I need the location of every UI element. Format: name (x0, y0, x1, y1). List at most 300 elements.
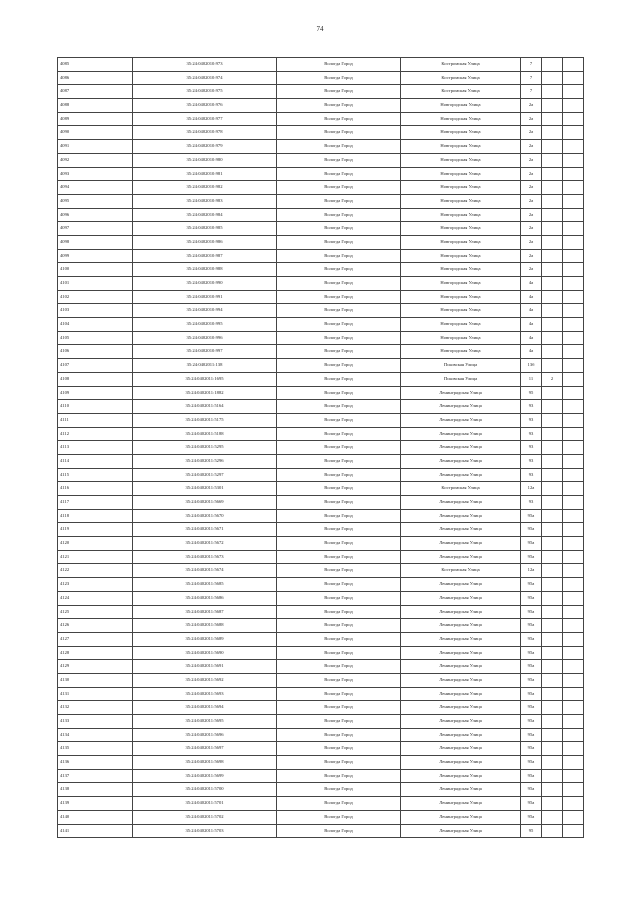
apartment-cell (542, 728, 563, 742)
table-row (58, 482, 584, 496)
row-number-cell: 4119 (58, 523, 133, 537)
city-cell: Вологда Город (277, 413, 401, 427)
apartment-cell (542, 441, 563, 455)
table-row (58, 578, 584, 592)
table-row (58, 468, 584, 482)
apartment-cell (542, 605, 563, 619)
extra-cell (563, 496, 584, 510)
row-number-cell: 4124 (58, 591, 133, 605)
house-number-cell: 2а (521, 112, 542, 126)
table-row (58, 496, 584, 510)
row-number-cell: 4133 (58, 715, 133, 729)
apartment-cell (542, 646, 563, 660)
extra-cell (563, 523, 584, 537)
city-cell: Вологда Город (277, 715, 401, 729)
cadastral-number-cell: 35:24:0402011:5687 (133, 605, 277, 619)
page-number: 74 (316, 25, 324, 33)
city-cell: Вологда Город (277, 181, 401, 195)
street-cell: Ленинградская Улица (401, 769, 521, 783)
apartment-cell (542, 263, 563, 277)
cadastral-number-cell: 35:24:0402011:5703 (133, 824, 277, 838)
cadastral-number-cell: 35:24:0402010:984 (133, 208, 277, 222)
table-row (58, 427, 584, 441)
city-cell: Вологда Город (277, 824, 401, 838)
table-row (58, 441, 584, 455)
extra-cell (563, 619, 584, 633)
city-cell: Вологда Город (277, 290, 401, 304)
extra-cell (563, 318, 584, 332)
registry-body (58, 58, 584, 838)
house-number-cell: 95а (521, 769, 542, 783)
row-number-cell: 4137 (58, 769, 133, 783)
street-cell: Новгородская Улица (401, 208, 521, 222)
cadastral-number-cell: 35:24:0402011:5295 (133, 441, 277, 455)
house-number-cell: 95а (521, 537, 542, 551)
row-number-cell: 4109 (58, 386, 133, 400)
row-number-cell: 4135 (58, 742, 133, 756)
table-row (58, 153, 584, 167)
city-cell: Вологда Город (277, 564, 401, 578)
row-number-cell: 4140 (58, 810, 133, 824)
apartment-cell (542, 427, 563, 441)
cadastral-number-cell: 35:24:0402010:997 (133, 345, 277, 359)
row-number-cell: 4138 (58, 783, 133, 797)
table-row (58, 742, 584, 756)
street-cell: Новгородская Улица (401, 126, 521, 140)
table-row (58, 372, 584, 386)
cadastral-number-cell: 35:24:0402011:5188 (133, 427, 277, 441)
house-number-cell: 95а (521, 550, 542, 564)
street-cell: Ленинградская Улица (401, 496, 521, 510)
extra-cell (563, 660, 584, 674)
street-cell: Новгородская Улица (401, 277, 521, 291)
city-cell: Вологда Город (277, 537, 401, 551)
row-number-cell: 4129 (58, 660, 133, 674)
extra-cell (563, 742, 584, 756)
table-row (58, 235, 584, 249)
extra-cell (563, 386, 584, 400)
row-number-cell: 4085 (58, 58, 133, 72)
city-cell: Вологда Город (277, 99, 401, 113)
street-cell: Ленинградская Улица (401, 550, 521, 564)
house-number-cell: 95а (521, 605, 542, 619)
row-number-cell: 4097 (58, 222, 133, 236)
row-number-cell: 4111 (58, 413, 133, 427)
house-number-cell: 95а (521, 687, 542, 701)
city-cell: Вологда Город (277, 58, 401, 72)
row-number-cell: 4121 (58, 550, 133, 564)
row-number-cell: 4141 (58, 824, 133, 838)
street-cell: Ленинградская Улица (401, 441, 521, 455)
apartment-cell (542, 564, 563, 578)
city-cell: Вологда Город (277, 222, 401, 236)
table-row (58, 222, 584, 236)
row-number-cell: 4102 (58, 290, 133, 304)
row-number-cell: 4125 (58, 605, 133, 619)
row-number-cell: 4123 (58, 578, 133, 592)
table-row (58, 304, 584, 318)
apartment-cell (542, 58, 563, 72)
apartment-cell (542, 550, 563, 564)
cadastral-number-cell: 35:24:0402011:5697 (133, 742, 277, 756)
street-cell: Ленинградская Улица (401, 715, 521, 729)
cadastral-number-cell: 35:24:0402011:5685 (133, 578, 277, 592)
city-cell: Вологда Город (277, 140, 401, 154)
row-number-cell: 4089 (58, 112, 133, 126)
row-number-cell: 4088 (58, 99, 133, 113)
cadastral-number-cell: 35:24:0402011:5694 (133, 701, 277, 715)
row-number-cell: 4104 (58, 318, 133, 332)
house-number-cell: 95а (521, 578, 542, 592)
house-number-cell: 12а (521, 564, 542, 578)
city-cell: Вологда Город (277, 496, 401, 510)
table-row (58, 112, 584, 126)
cadastral-number-cell: 35:24:0402010:986 (133, 235, 277, 249)
street-cell: Костромская Улица (401, 58, 521, 72)
street-cell: Ленинградская Улица (401, 468, 521, 482)
apartment-cell (542, 482, 563, 496)
apartment-cell (542, 112, 563, 126)
apartment-cell (542, 140, 563, 154)
apartment-cell (542, 619, 563, 633)
street-cell: Новгородская Улица (401, 181, 521, 195)
extra-cell (563, 400, 584, 414)
row-number-cell: 4126 (58, 619, 133, 633)
street-cell: Новгородская Улица (401, 331, 521, 345)
table-row (58, 660, 584, 674)
extra-cell (563, 235, 584, 249)
city-cell: Вологда Город (277, 208, 401, 222)
city-cell: Вологда Город (277, 646, 401, 660)
city-cell: Вологда Город (277, 756, 401, 770)
extra-cell (563, 153, 584, 167)
city-cell: Вологда Город (277, 235, 401, 249)
city-cell: Вологда Город (277, 783, 401, 797)
extra-cell (563, 537, 584, 551)
extra-cell (563, 112, 584, 126)
cadastral-number-cell: 35:24:0402010:978 (133, 126, 277, 140)
house-number-cell: 2а (521, 249, 542, 263)
apartment-cell (542, 345, 563, 359)
cadastral-number-cell: 35:24:0402010:994 (133, 304, 277, 318)
house-number-cell: 95а (521, 673, 542, 687)
cadastral-number-cell: 35:24:0402011:5695 (133, 715, 277, 729)
house-number-cell: 95а (521, 660, 542, 674)
street-cell: Ленинградская Улица (401, 742, 521, 756)
apartment-cell (542, 208, 563, 222)
row-number-cell: 4128 (58, 646, 133, 660)
street-cell: Костромская Улица (401, 564, 521, 578)
cadastral-number-cell: 35:24:0402010:980 (133, 153, 277, 167)
extra-cell (563, 632, 584, 646)
city-cell: Вологда Город (277, 263, 401, 277)
street-cell: Ленинградская Улица (401, 687, 521, 701)
house-number-cell: 11 (521, 372, 542, 386)
row-number-cell: 4118 (58, 509, 133, 523)
table-row (58, 605, 584, 619)
apartment-cell (542, 537, 563, 551)
street-cell: Псковская Улица (401, 372, 521, 386)
city-cell: Вологда Город (277, 810, 401, 824)
city-cell: Вологда Город (277, 167, 401, 181)
house-number-cell: 93 (521, 468, 542, 482)
city-cell: Вологда Город (277, 687, 401, 701)
street-cell: Новгородская Улица (401, 140, 521, 154)
extra-cell (563, 99, 584, 113)
apartment-cell (542, 126, 563, 140)
city-cell: Вологда Город (277, 194, 401, 208)
apartment-cell (542, 715, 563, 729)
cadastral-number-cell: 35:24:0402011:5702 (133, 810, 277, 824)
street-cell: Ленинградская Улица (401, 824, 521, 838)
street-cell: Ленинградская Улица (401, 605, 521, 619)
street-cell: Ленинградская Улица (401, 509, 521, 523)
apartment-cell (542, 194, 563, 208)
city-cell: Вологда Город (277, 578, 401, 592)
row-number-cell: 4092 (58, 153, 133, 167)
table-row (58, 715, 584, 729)
city-cell: Вологда Город (277, 372, 401, 386)
apartment-cell: 2 (542, 372, 563, 386)
city-cell: Вологда Город (277, 550, 401, 564)
cadastral-number-cell: 35:24:0402011:5699 (133, 769, 277, 783)
apartment-cell (542, 783, 563, 797)
table-row (58, 386, 584, 400)
table-row (58, 550, 584, 564)
city-cell: Вологда Город (277, 468, 401, 482)
house-number-cell: 95а (521, 701, 542, 715)
city-cell: Вологда Город (277, 605, 401, 619)
apartment-cell (542, 468, 563, 482)
house-number-cell: 95а (521, 591, 542, 605)
table-row (58, 687, 584, 701)
house-number-cell: 7 (521, 71, 542, 85)
extra-cell (563, 550, 584, 564)
row-number-cell: 4122 (58, 564, 133, 578)
extra-cell (563, 222, 584, 236)
row-number-cell: 4100 (58, 263, 133, 277)
table-row (58, 263, 584, 277)
street-cell: Ленинградская Улица (401, 783, 521, 797)
house-number-cell: 95а (521, 783, 542, 797)
street-cell: Ленинградская Улица (401, 673, 521, 687)
row-number-cell: 4106 (58, 345, 133, 359)
house-number-cell: 93 (521, 454, 542, 468)
house-number-cell: 2а (521, 140, 542, 154)
row-number-cell: 4113 (58, 441, 133, 455)
extra-cell (563, 441, 584, 455)
extra-cell (563, 126, 584, 140)
table-row (58, 783, 584, 797)
cadastral-number-cell: 35:24:0402011:5700 (133, 783, 277, 797)
cadastral-number-cell: 35:24:0402010:991 (133, 290, 277, 304)
cadastral-number-cell: 35:24:0402011:5689 (133, 632, 277, 646)
house-number-cell: 95а (521, 632, 542, 646)
row-number-cell: 4134 (58, 728, 133, 742)
row-number-cell: 4099 (58, 249, 133, 263)
extra-cell (563, 564, 584, 578)
house-number-cell: 7 (521, 58, 542, 72)
cadastral-number-cell: 35:24:0402011:5692 (133, 673, 277, 687)
apartment-cell (542, 701, 563, 715)
table-row (58, 523, 584, 537)
row-number-cell: 4098 (58, 235, 133, 249)
street-cell: Новгородская Улица (401, 99, 521, 113)
street-cell: Ленинградская Улица (401, 537, 521, 551)
apartment-cell (542, 235, 563, 249)
table-row (58, 509, 584, 523)
cadastral-number-cell: 35:24:0402010:974 (133, 71, 277, 85)
street-cell: Ленинградская Улица (401, 632, 521, 646)
row-number-cell: 4115 (58, 468, 133, 482)
cadastral-number-cell: 35:24:0402011:5175 (133, 413, 277, 427)
table-row (58, 619, 584, 633)
city-cell: Вологда Город (277, 728, 401, 742)
extra-cell (563, 646, 584, 660)
apartment-cell (542, 742, 563, 756)
table-row (58, 140, 584, 154)
table-row (58, 537, 584, 551)
house-number-cell: 4а (521, 290, 542, 304)
house-number-cell: 2а (521, 222, 542, 236)
house-number-cell: 7 (521, 85, 542, 99)
house-number-cell: 2а (521, 194, 542, 208)
extra-cell (563, 372, 584, 386)
table-row (58, 290, 584, 304)
extra-cell (563, 454, 584, 468)
house-number-cell: 93 (521, 496, 542, 510)
cadastral-number-cell: 35:24:0402010:982 (133, 181, 277, 195)
street-cell: Псковская Улица (401, 359, 521, 373)
cadastral-number-cell: 35:24:0402010:985 (133, 222, 277, 236)
cadastral-number-cell: 35:24:0402011:1695 (133, 372, 277, 386)
apartment-cell (542, 304, 563, 318)
street-cell: Новгородская Улица (401, 112, 521, 126)
house-number-cell: 95а (521, 646, 542, 660)
house-number-cell: 95а (521, 742, 542, 756)
cadastral-number-cell: 35:24:0402011:5698 (133, 756, 277, 770)
house-number-cell: 93 (521, 441, 542, 455)
cadastral-number-cell: 35:24:0402011:1882 (133, 386, 277, 400)
cadastral-number-cell: 35:24:0402011:5301 (133, 482, 277, 496)
street-cell: Ленинградская Улица (401, 728, 521, 742)
city-cell: Вологда Город (277, 71, 401, 85)
street-cell: Новгородская Улица (401, 235, 521, 249)
cadastral-number-cell: 35:24:0402010:977 (133, 112, 277, 126)
extra-cell (563, 167, 584, 181)
table-row (58, 99, 584, 113)
apartment-cell (542, 824, 563, 838)
cadastral-number-cell: 35:24:0402011:5297 (133, 468, 277, 482)
row-number-cell: 4091 (58, 140, 133, 154)
street-cell: Новгородская Улица (401, 263, 521, 277)
table-row (58, 194, 584, 208)
house-number-cell: 4а (521, 277, 542, 291)
cadastral-number-cell: 35:24:0402011:5686 (133, 591, 277, 605)
extra-cell (563, 263, 584, 277)
house-number-cell: 2а (521, 153, 542, 167)
city-cell: Вологда Город (277, 112, 401, 126)
city-cell: Вологда Город (277, 482, 401, 496)
extra-cell (563, 290, 584, 304)
street-cell: Ленинградская Улица (401, 386, 521, 400)
cadastral-number-cell: 35:24:0402011:5696 (133, 728, 277, 742)
city-cell: Вологда Город (277, 153, 401, 167)
house-number-cell: 13б (521, 359, 542, 373)
property-registry-table (57, 57, 584, 838)
row-number-cell: 4095 (58, 194, 133, 208)
apartment-cell (542, 222, 563, 236)
extra-cell (563, 468, 584, 482)
apartment-cell (542, 153, 563, 167)
extra-cell (563, 687, 584, 701)
table-row (58, 646, 584, 660)
house-number-cell: 95а (521, 756, 542, 770)
row-number-cell: 4107 (58, 359, 133, 373)
table-row (58, 277, 584, 291)
cadastral-number-cell: 35:24:0402011:5671 (133, 523, 277, 537)
table-row (58, 345, 584, 359)
city-cell: Вологда Город (277, 359, 401, 373)
cadastral-number-cell: 35:24:0402011:5673 (133, 550, 277, 564)
table-row (58, 701, 584, 715)
street-cell: Костромская Улица (401, 482, 521, 496)
street-cell: Ленинградская Улица (401, 756, 521, 770)
table-row (58, 824, 584, 838)
extra-cell (563, 345, 584, 359)
extra-cell (563, 715, 584, 729)
cadastral-number-cell: 35:24:0402011:5701 (133, 797, 277, 811)
street-cell: Новгородская Улица (401, 222, 521, 236)
row-number-cell: 4116 (58, 482, 133, 496)
house-number-cell: 2а (521, 235, 542, 249)
house-number-cell: 2а (521, 99, 542, 113)
city-cell: Вологда Город (277, 660, 401, 674)
table-row (58, 564, 584, 578)
house-number-cell: 2а (521, 263, 542, 277)
row-number-cell: 4110 (58, 400, 133, 414)
extra-cell (563, 756, 584, 770)
apartment-cell (542, 660, 563, 674)
apartment-cell (542, 810, 563, 824)
table-row (58, 331, 584, 345)
row-number-cell: 4108 (58, 372, 133, 386)
apartment-cell (542, 181, 563, 195)
house-number-cell: 93 (521, 413, 542, 427)
cadastral-number-cell: 35:24:0402011:5693 (133, 687, 277, 701)
cadastral-number-cell: 35:24:0402010:979 (133, 140, 277, 154)
apartment-cell (542, 318, 563, 332)
cadastral-number-cell: 35:24:0402011:5296 (133, 454, 277, 468)
extra-cell (563, 701, 584, 715)
street-cell: Ленинградская Улица (401, 400, 521, 414)
extra-cell (563, 482, 584, 496)
extra-cell (563, 769, 584, 783)
street-cell: Новгородская Улица (401, 318, 521, 332)
city-cell: Вологда Город (277, 126, 401, 140)
house-number-cell: 95а (521, 619, 542, 633)
table-row (58, 454, 584, 468)
street-cell: Ленинградская Улица (401, 619, 521, 633)
table-row (58, 85, 584, 99)
street-cell: Ленинградская Улица (401, 701, 521, 715)
apartment-cell (542, 509, 563, 523)
street-cell: Новгородская Улица (401, 290, 521, 304)
table-row (58, 810, 584, 824)
extra-cell (563, 140, 584, 154)
street-cell: Новгородская Улица (401, 194, 521, 208)
apartment-cell (542, 290, 563, 304)
